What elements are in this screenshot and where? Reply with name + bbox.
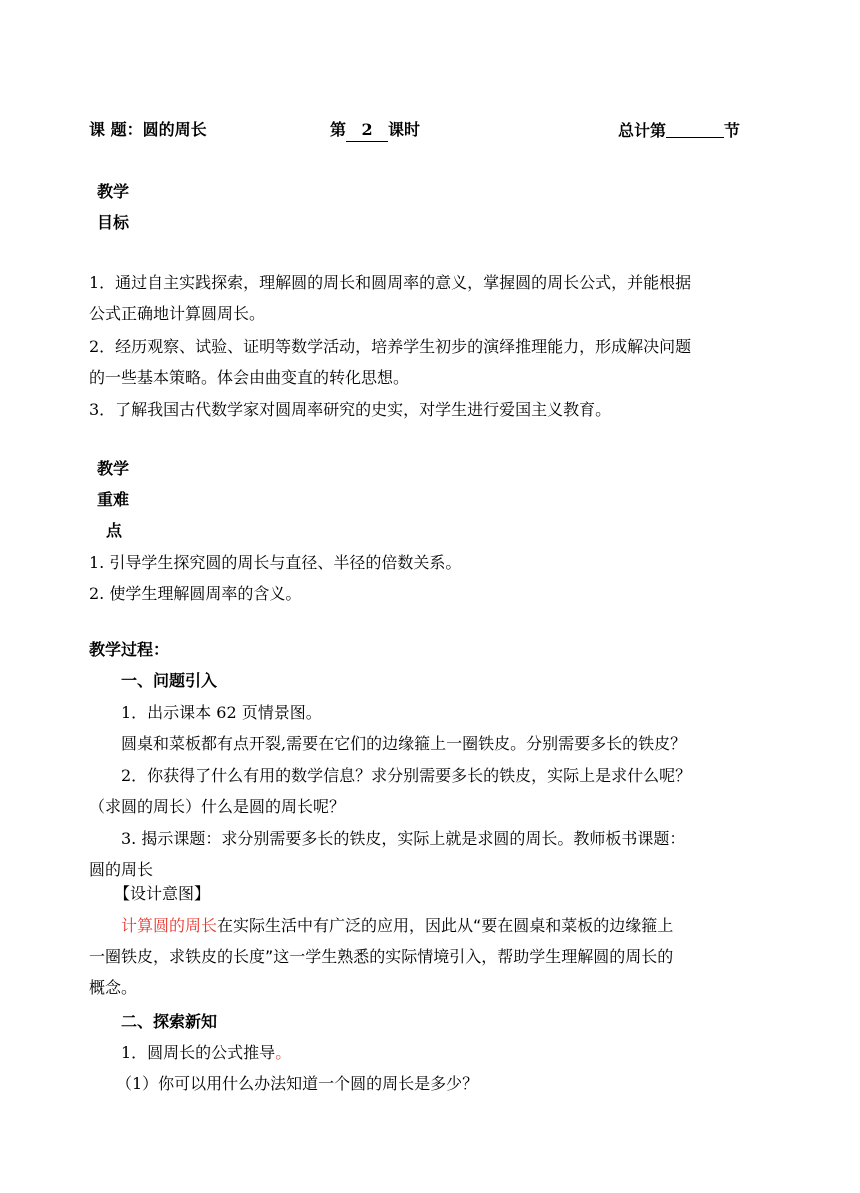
goal-item: 2．经历观察、试验、证明等数学活动，培养学生初步的演绎推理能力，形成解决问题	[89, 337, 692, 356]
keypoints-heading-line1: 教学	[97, 459, 130, 478]
section2-line-text: 1．圆周长的公式推导	[121, 1043, 276, 1062]
design-intent-line: 一圈铁皮，求铁皮的长度”这一学生熟悉的实际情境引入，帮助学生理解圆的周长的	[89, 947, 674, 966]
section1-line: 圆桌和菜板都有点开裂,需要在它们的边缘箍上一圈铁皮。分别需要多长的铁皮？	[121, 734, 687, 753]
topic-line	[89, 119, 207, 141]
keypoints-heading-line2: 重难	[97, 490, 130, 509]
section2-line	[121, 1042, 291, 1064]
section1-line: 圆的周长	[89, 860, 154, 879]
lesson-prefix: 第	[330, 120, 347, 139]
keypoint-item: 1. 引导学生探究圆的周长与直径、半径的倍数关系。	[89, 553, 462, 572]
process-heading: 教学过程：	[89, 640, 170, 659]
section1-line: 1．出示课本 62 页情景图。	[121, 703, 322, 722]
lesson-suffix: 课时	[388, 120, 421, 139]
section1-line: 2．你获得了什么有用的数学信息？求分别需要多长的铁皮，实际上是求什么呢？	[121, 766, 692, 785]
lesson-number-line	[330, 119, 420, 142]
goal-item: 的一些基本策略。体会由曲变直的转化思想。	[89, 368, 410, 387]
section2-line: （1）你可以用什么办法知道一个圆的周长是多少？	[116, 1074, 479, 1093]
goals-heading-line2: 目标	[97, 213, 130, 232]
topic-title: 圆的周长	[142, 120, 207, 139]
goals-heading-line1: 教学	[97, 182, 130, 201]
design-intent-highlight: 计算圆的周长	[121, 916, 218, 935]
design-intent-line	[121, 915, 673, 937]
design-intent-line: 概念。	[89, 978, 138, 997]
goal-item: 1．通过自主实践探索，理解圆的周长和圆周率的意义，掌握圆的周长公式，并能根据	[89, 273, 692, 292]
total-count-line	[618, 119, 740, 142]
lesson-number: 2	[346, 119, 388, 142]
design-intent-text: 在实际生活中有广泛的应用，因此从“要在圆桌和菜板的边缘箍上	[217, 916, 674, 935]
goal-item: 3．了解我国古代数学家对圆周率研究的史实，对学生进行爱国主义教育。	[89, 400, 612, 419]
section1-line: 3. 揭示课题：求分别需要多长的铁皮，实际上就是求圆的周长。教师板书课题：	[121, 829, 686, 848]
section2-title: 二、探索新知	[121, 1012, 218, 1031]
design-intent-label: 【设计意图】	[114, 884, 211, 903]
topic-label: 课 题：	[89, 120, 143, 139]
section2-line-dot: 。	[275, 1043, 292, 1062]
keypoint-item: 2. 使学生理解圆周率的含义。	[89, 584, 302, 603]
keypoints-heading-line3: 点	[106, 521, 123, 540]
section1-title: 一、问题引入	[121, 671, 218, 690]
total-count-blank	[666, 119, 724, 138]
section1-line: （求圆的周长）什么是圆的周长呢？	[89, 797, 346, 816]
goal-item: 公式正确地计算圆周长。	[89, 304, 266, 323]
total-suffix: 节	[724, 121, 741, 140]
total-prefix: 总计第	[618, 121, 667, 140]
